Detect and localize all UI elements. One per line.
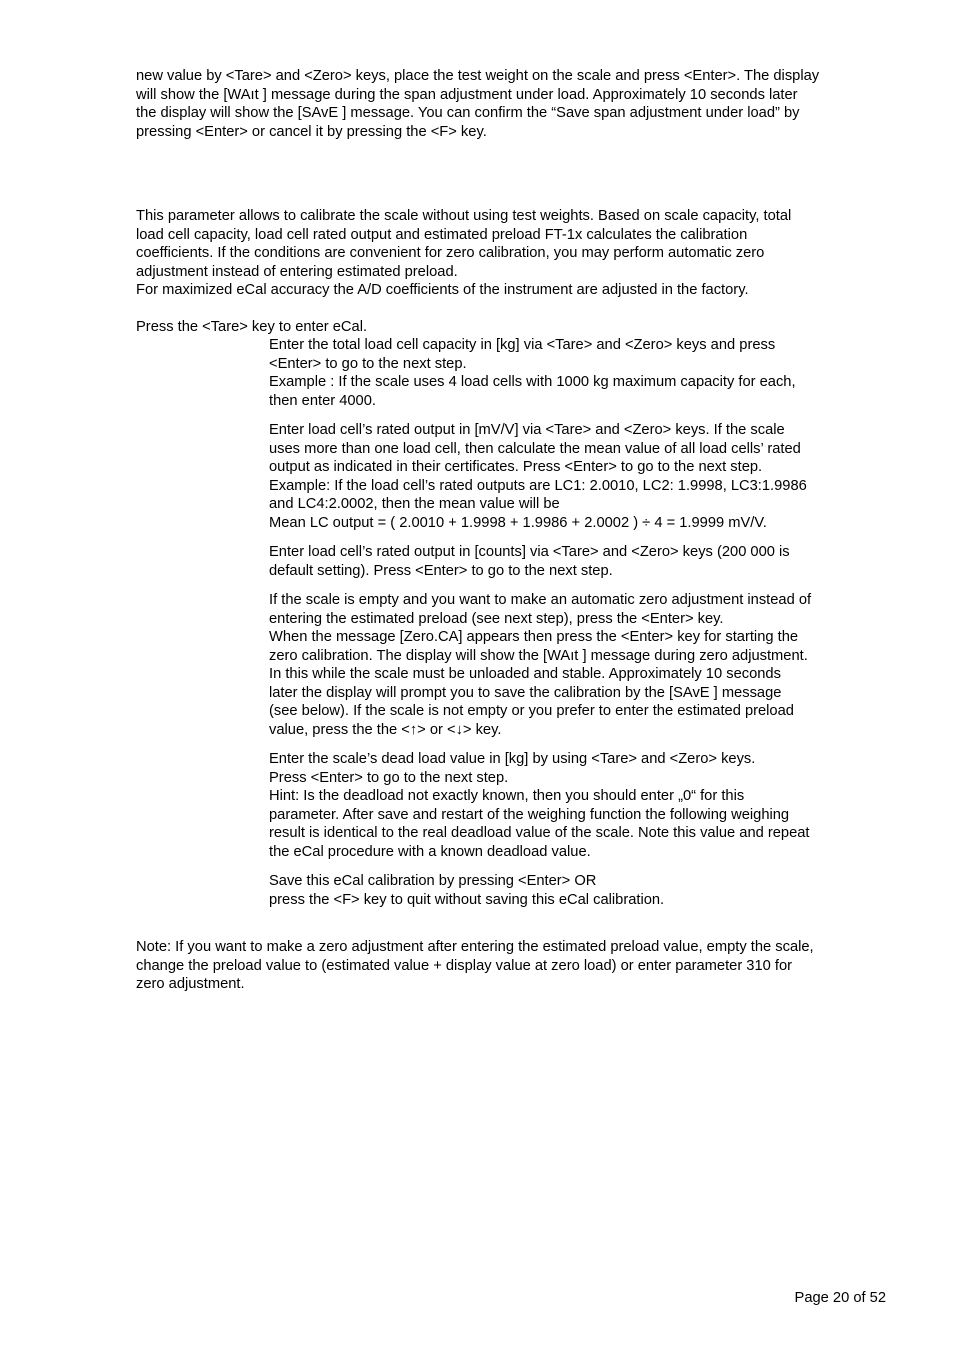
step-zero-calibration-line: (see below). If the scale is not empty or you prefer to enter the estimated preload — [269, 703, 794, 719]
note-line: change the preload value to (estimated value + display value at zero load) or enter parameter 310 for — [136, 957, 793, 974]
intro-paragraph — [136, 67, 896, 141]
step-rated-output-line: output as indicated in their certificates. Press <Enter> to go to the next step. — [269, 459, 763, 475]
intro-line: new value by <Tare> and <Zero> keys, place the test weight on the scale and press <Enter>. The display — [136, 68, 820, 84]
step-rated-output-line: Mean LC output = ( 2.0010 + 1.9998 + 1.9986 + 2.0002 ) ÷ 4 = 1.9999 mV/V. — [269, 514, 767, 531]
step-zero-calibration — [269, 591, 879, 739]
enter-ecal-text: Press the <Tare> key to enter eCal. — [136, 319, 368, 335]
note-line: zero adjustment. — [136, 976, 245, 992]
step-rated-output-line: Enter load cell’s rated output in [mV/V] via <Tare> and <Zero> keys. If the scale — [269, 422, 785, 438]
ecal-description-line: load cell capacity, load cell rated output and estimated preload FT-1x calculates the calibration — [136, 226, 748, 243]
step-dead-load-line: Hint: Is the deadload not exactly known, then you should enter „0“ for this — [269, 788, 745, 804]
step-zero-calibration-line: If the scale is empty and you want to make an automatic zero adjustment instead of — [269, 592, 812, 608]
step-zero-calibration-line: later the display will prompt you to save the calibration by the [SAvE ] message — [269, 684, 782, 701]
note-paragraph — [136, 938, 896, 994]
step-zero-calibration-line: value, press the the <↑> or <↓> key. — [269, 721, 502, 738]
note-line: Note: If you want to make a zero adjustment after entering the estimated preload value, empty the scale, — [136, 939, 814, 955]
ecal-description-line: adjustment instead of entering estimated preload. — [136, 263, 458, 280]
step-rated-output — [269, 421, 879, 532]
intro-line: pressing <Enter> or cancel it by pressing the <F> key. — [136, 123, 487, 140]
step-zero-calibration-line: entering the estimated preload (see next step), press the <Enter> key. — [269, 610, 724, 627]
step-rated-output-line: and LC4:2.0002, then the mean value will be — [269, 496, 560, 512]
step-dead-load-line: Enter the scale’s dead load value in [kg] by using <Tare> and <Zero> keys. — [269, 751, 756, 767]
step-zero-calibration-line: zero calibration. The display will show the [WAıt ] message during zero adjustment. — [269, 647, 808, 664]
step-counts — [269, 543, 879, 580]
step-dead-load-line: the eCal procedure with a known deadload value. — [269, 843, 591, 860]
step-zero-calibration-line: In this while the scale must be unloaded and stable. Approximately 10 seconds — [269, 666, 781, 682]
ecal-description — [136, 207, 896, 300]
step-capacity-line: Example : If the scale uses 4 load cells with 1000 kg maximum capacity for each, — [269, 374, 796, 390]
step-capacity-line: <Enter> to go to the next step. — [269, 355, 467, 372]
step-dead-load-line: parameter. After save and restart of the weighing function the following weighing — [269, 806, 790, 823]
ecal-description-line: coefficients. If the conditions are convenient for zero calibration, you may perform automatic zero — [136, 245, 765, 261]
step-save-line: press the <F> key to quit without saving this eCal calibration. — [269, 891, 665, 908]
step-dead-load-line: result is identical to the real deadload value of the scale. Note this value and repeat — [269, 825, 810, 841]
step-capacity-line: Enter the total load cell capacity in [kg] via <Tare> and <Zero> keys and press — [269, 337, 776, 353]
enter-ecal-instruction — [136, 318, 896, 337]
step-save-line: Save this eCal calibration by pressing <Enter> OR — [269, 873, 597, 889]
ecal-description-line: This parameter allows to calibrate the scale without using test weights. Based on scale capacity, total — [136, 208, 792, 224]
step-dead-load — [269, 750, 879, 861]
step-rated-output-line: uses more than one load cell, then calculate the mean value of all load cells’ rated — [269, 440, 801, 457]
step-capacity-line: then enter 4000. — [269, 392, 376, 409]
intro-line: will show the [WAıt ] message during the span adjustment under load. Approximately 10 seconds later — [136, 86, 798, 103]
step-counts-line: default setting). Press <Enter> to go to the next step. — [269, 562, 613, 579]
intro-line: the display will show the [SAvE ] message. You can confirm the “Save span adjustment under load” by — [136, 105, 800, 121]
step-save — [269, 872, 879, 909]
step-dead-load-line: Press <Enter> to go to the next step. — [269, 769, 509, 786]
ecal-description-line: For maximized eCal accuracy the A/D coefficients of the instrument are adjusted in the factory. — [136, 282, 749, 298]
step-rated-output-line: Example: If the load cell’s rated outputs are LC1: 2.0010, LC2: 1.9998, LC3:1.9986 — [269, 477, 807, 494]
step-zero-calibration-line: When the message [Zero.CA] appears then press the <Enter> key for starting the — [269, 629, 799, 645]
step-counts-line: Enter load cell’s rated output in [counts] via <Tare> and <Zero> keys (200 000 is — [269, 544, 790, 560]
page-number: Page 20 of 52 — [794, 1290, 886, 1306]
step-capacity — [269, 336, 879, 410]
